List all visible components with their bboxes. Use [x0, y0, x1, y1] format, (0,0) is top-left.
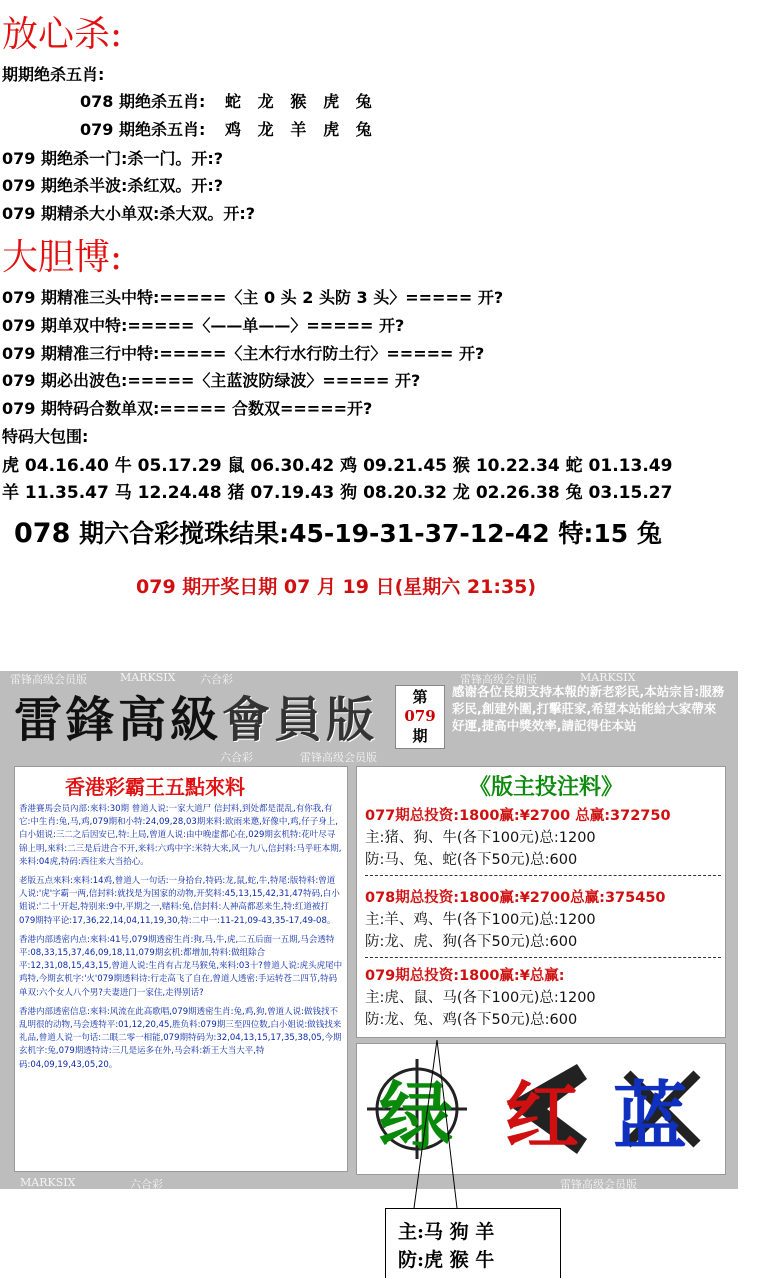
watermark: 雷锋高级会员版 [460, 673, 537, 686]
red-label: 红 [505, 1074, 579, 1160]
zodiac-number-row: 羊 11.35.47 马 12.24.48 猪 07.19.43 狗 08.20.32 龙 02.26.38 兔 03.15.27 [2, 483, 673, 503]
kill-zodiac-title: 期期绝杀五肖: [2, 65, 105, 84]
bet-guard: 防:龙、虎、狗(各下50元)总:600 [365, 934, 578, 950]
bet-guard: 防:马、兔、蛇(各下50元)总:600 [365, 852, 578, 868]
poster-title-b: 會員版 [222, 692, 379, 748]
bet-header: 078期总投资:1800赢:¥2700总赢:375450 [365, 890, 666, 906]
poster-title-a: 雷鋒高級 [14, 692, 223, 748]
callout-guard: 防:虎 猴 牛 [398, 1249, 495, 1271]
left-paragraph: 香港内部透密内点:來料:41号,079期透密生肖:狗,马,牛,虎,二五后面一五期,马会透特平:08,33,15,37,46,09,18,11,079期玄机:都增加,特料:做组除合平:12,31,08,15,43,15,曾道人说:生肖有占龙马猴兔,來料:03十?曾道人说:虎头虎尾中鸡特,今期玄机字:'火'079期透料诗:行走高飞了自在,曾道人透密:手运转苍二四节,特码单双:六个女人八个男?夫妻进门一家住,走得别话? [19, 934, 343, 998]
kill-row-label: 079 期绝杀五肖: [80, 120, 206, 139]
draw-date: 079 期开奖日期 07 月 19 日(星期六 21:35) [136, 576, 537, 598]
issue-bottom: 期 [412, 727, 428, 745]
bet-guard: 防:龙、兔、鸡(各下50元)总:600 [365, 1012, 578, 1028]
result-text: 期六合彩搅珠结果:45-19-31-37-12-42 特:15 兔 [70, 519, 662, 548]
result-issue: 078 [14, 518, 71, 549]
bet-main: 主:虎、鼠、马(各下100元)总:1200 [365, 990, 596, 1006]
watermark: 六合彩 [130, 1178, 163, 1189]
watermark: 雷锋高级会员版 [10, 673, 87, 686]
kill-heading: 放心杀: [2, 14, 123, 55]
watermark: MARKSIX [120, 671, 176, 684]
poster-slogan: 感谢各位長期支持本報的新老彩民,本站宗旨:服務彩民,創建外圍,打擊莊家,希望本站能給大家帶來好運,捷高中獎效率,請記得住本站 [452, 684, 725, 733]
bold-line: 079 期必出波色:=====〈主蓝波防绿波〉===== 开? [2, 371, 421, 390]
right-panel-title: 《版主投注料》 [469, 774, 624, 800]
watermark: 六合彩 [220, 751, 253, 764]
bold-line: 特码大包围: [2, 427, 89, 446]
left-paragraph: 香港内部透密信息:來料:风流在此高歌唱,079期透密生肖:兔,鸡,狗,曾道人说:做钱找不乱明很的动物,马会透特平:01,12,20,45,胜负料:079期三至四位数,白小姐说:做钱找来礼品,曾道人说一句话:二眼二零一相能,079期特码为:32,04,13,15,17,35,38,05,今期玄机字:兔,079期透特诗:三几是运多在外,马会料:新王大当大平,特码:04,09,19,43,05,20。 [19, 1006, 342, 1070]
zodiac-number-row: 虎 04.16.40 牛 05.17.29 鼠 06.30.42 鸡 09.21.45 猴 10.22.34 蛇 01.13.49 [2, 456, 673, 476]
bet-main: 主:猪、狗、牛(各下100元)总:1200 [365, 830, 596, 846]
bold-line: 079 期特码合数单双:===== 合数双=====开? [2, 399, 373, 418]
watermark: 雷锋高级会员版 [560, 1178, 637, 1189]
watermark: MARKSIX [580, 671, 636, 684]
watermark: MARKSIX [20, 1176, 76, 1189]
issue-number: 079 [404, 707, 436, 725]
blue-label: 蓝 [613, 1074, 687, 1160]
bold-line: 079 期精准三头中特:=====〈主 0 头 2 头防 3 头〉===== 开? [2, 288, 504, 307]
callout-main: 主:马 狗 羊 [398, 1221, 495, 1243]
left-paragraph: 香港賽馬会员內部:來料:30期 曾道人说:一家大道尸 信封料,到处都是混乱,有你我,有它:中生肖:兔,马,鸡,079期和小特:24,09,28,03期来料:欧雨来邀,好像中,鸡,仔子身上,白小姐说:三二之后因安已,特:上局,曾道人说:由中晚虚都心在,029期玄机特:花叶尽寻锦上明,來料:二三是后进合不开,来料:六鸡中字:米特大来,风一九八,信封料:马乎旺本期,来料:04虎,特码:西往来大当拾心。 [19, 804, 342, 867]
kill-line: 079 期精杀大小单双:杀大双。开:? [2, 204, 256, 223]
kill-line: 079 期绝杀一门:杀一门。开:? [2, 149, 224, 168]
kill-row-values: 鸡 龙 羊 虎 兔 [224, 120, 372, 139]
bet-header: 077期总投资:1800赢:¥2700 总赢:372750 [365, 808, 671, 824]
bold-line: 079 期精准三行中特:=====〈主木行水行防土行〉===== 开? [2, 344, 485, 363]
left-panel-title: 香港彩霸王五點來料 [65, 775, 245, 799]
watermark: 雷锋高级会员版 [300, 751, 377, 764]
kill-row-values: 蛇 龙 猴 虎 兔 [224, 92, 372, 111]
bold-heading: 大胆博: [2, 237, 123, 278]
callout-box [385, 1208, 561, 1278]
green-label: 绿 [379, 1074, 453, 1160]
bet-main: 主:羊、鸡、牛(各下100元)总:1200 [365, 912, 596, 928]
bold-line: 079 期单双中特:=====〈——单——〉===== 开? [2, 316, 405, 335]
left-paragraph: 老版五点來料:來料:14鸡,曾道人一句话:一身拾台,特码:龙,鼠,蛇,牛,特尾:版特料:曾道人说:'虎'字霸一两,信封料:就找是为国家的动物,开奖料:45,13,15,42,31,47特码,白小姐说:'二十'开起,特别来:9中,平期之一,赌料:兔,信封料:人神高都恶来生,特:红道被打079期特平论:17,36,22,14,04,11,19,30,特:二中一:11-21,09-43,35-17,49-08。 [19, 876, 340, 926]
issue-top: 第 [412, 688, 428, 706]
kill-line: 079 期绝杀半波:杀红双。开:? [2, 176, 224, 195]
watermark: 六合彩 [200, 673, 233, 686]
kill-row-label: 078 期绝杀五肖: [80, 92, 206, 111]
bet-header: 079期总投资:1800赢:¥总赢: [365, 968, 565, 984]
